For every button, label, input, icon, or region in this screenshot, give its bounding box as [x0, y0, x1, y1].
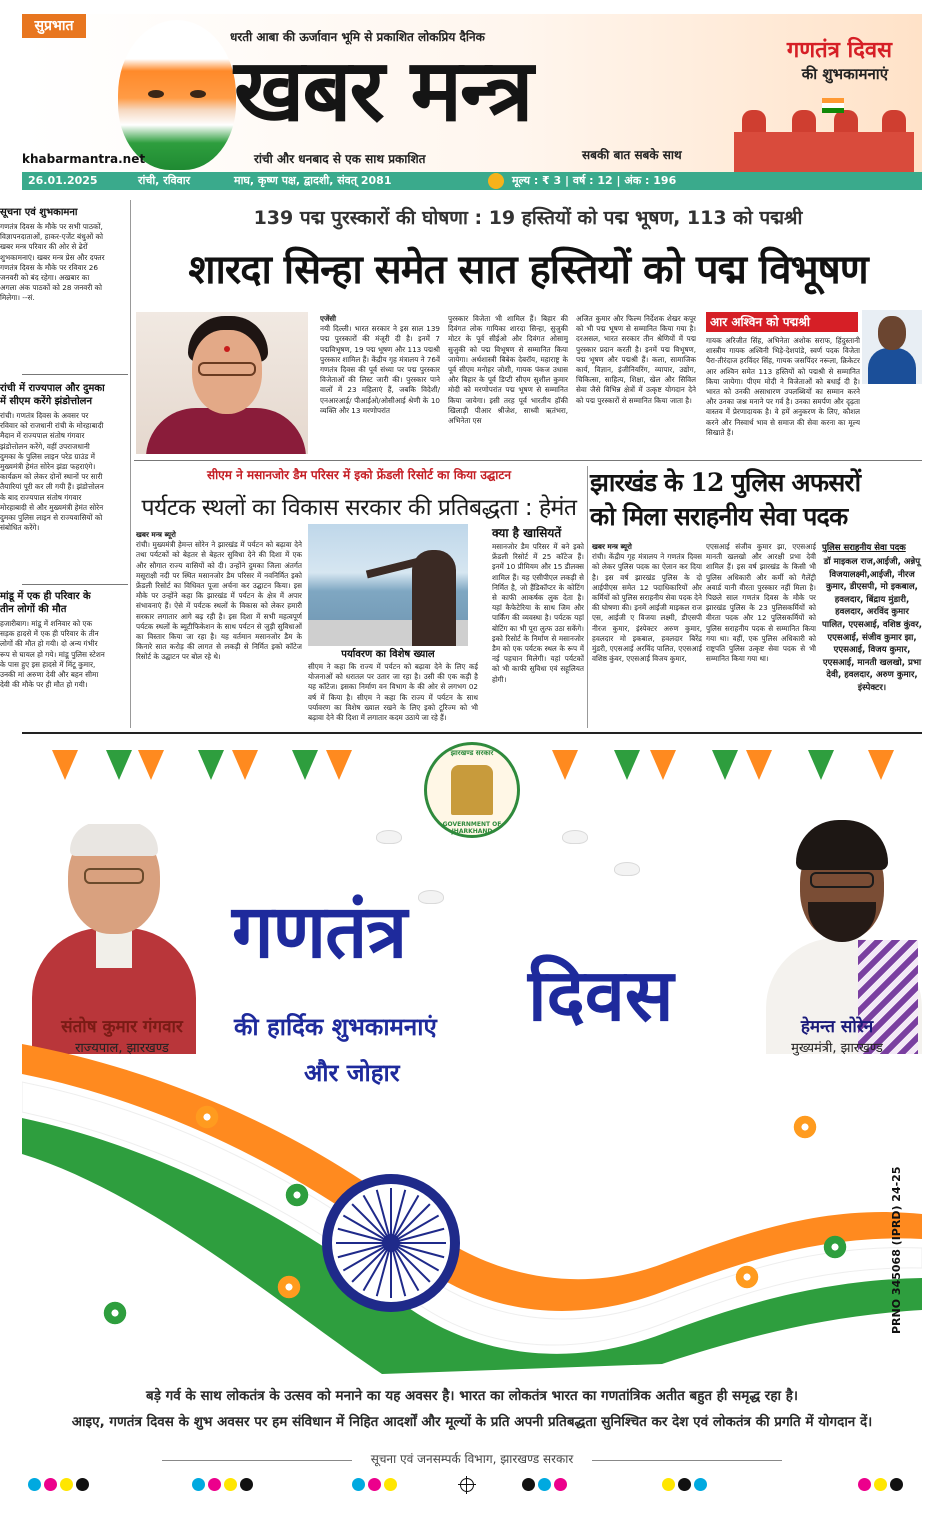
massanjore-dam-photo: [308, 524, 468, 646]
republic-day-title: गणतंत्र दिवस: [786, 38, 892, 63]
issuing-department: सूचना एवं जनसम्पर्क विभाग, झारखण्ड सरकार: [370, 1452, 574, 1466]
portrait-glasses: [84, 868, 144, 884]
bunting-flag: [614, 750, 640, 780]
police-medal-headline: [590, 466, 922, 534]
black-dot: [76, 1478, 89, 1491]
photo-saree: [146, 408, 306, 454]
masthead: [22, 14, 922, 172]
edition-tag: सुप्रभात: [22, 14, 86, 38]
police-headline-line1: झारखंड के 12 पुलिस अफसरों: [590, 468, 861, 497]
jharkhand-government-emblem: [424, 742, 520, 838]
lead-col1-text: नयी दिल्ली। भारत सरकार ने इस साल 139 पद्म पुरस्कारों की मंजूरी दी है। इनमें 7 पद्मविभूषण, 19 पद्म भूषण और 113 पद्मश्री पुरस्कार शामिल हैं। केंद्रीय गृह मंत्रालय ने 76वें गणतंत्र दिवस की पूर्व संध्या पर पद्म पुरस्कार विजेताओं की लिस्ट जारी की। पुरस्कार पाने वालों में 23 महिलाएं हैं, जबकि विदेशी/ एनआरआई/ पीआईओ/ओसीआई श्रेणी के 10 व्यक्ति और 13 मरणोपरांत: [320, 324, 440, 415]
bunting-flag: [808, 750, 834, 780]
magenta-dot: [44, 1478, 57, 1491]
ashwin-subhead: आर अश्विन को पद्मश्री: [706, 312, 858, 332]
masthead-child-photo: [118, 20, 236, 170]
place-day: रांची, रविवार: [138, 174, 191, 187]
ad-title-diwas: दिवस: [528, 952, 674, 1037]
bunting-flag: [292, 750, 318, 780]
tricolor-flag-icon: [822, 98, 844, 113]
governor-name: संतोष कुमार गंगवार: [61, 1017, 183, 1037]
bunting-flag: [746, 750, 772, 780]
flag-hoisting-story: [0, 382, 106, 582]
flag-hoisting-headline: रांची में राज्यपाल और दुमका में सीएम करेंगे झंडोत्तोलन: [0, 383, 105, 407]
flower-icon: [284, 1182, 310, 1208]
bunting-flag: [106, 750, 132, 780]
tourism-byline: खबर मन्त्र ब्यूरो: [136, 530, 176, 539]
khabar-mantra-logo-icon: [488, 173, 504, 189]
hindu-calendar-date: माघ, कृष्ण पक्ष, द्वादशी, संवत् 2081: [234, 174, 392, 187]
ad-message-line-2: आइए, गणतंत्र दिवस के शुभ अवसर पर हम संविधान में निहित आदर्शों और मूल्यों के प्रति अपनी प्रतिबद्धता सुनिश्चित कर देश एवं लोकतंत्र की प्रगति में योगदान दें।: [71, 1414, 873, 1430]
lead-agency: एजेंसी: [320, 314, 337, 323]
emblem-top-text: झारखण्ड सरकार: [450, 749, 494, 757]
cyan-dot: [352, 1478, 365, 1491]
lead-column-2: पुरस्कार विजेता भी शामिल हैं। बिहार की दिवंगत लोक गायिका शारदा सिन्हा, सुजुकी मोटर के पूर्व सीईओ और दिवंगत ओसामु सुजुकी को पद्म विभूषण से सम्मानित किया जायेगा। अर्थशास्त्री बिबेक देबरॉय, महाराष्ट्र के पूर्व सीएम मनोहर जोशी, गायक पंकज उधास और बिहार के पूर्व डिप्टी सीएम सुशील कुमार मोदी को मरणोपरांत पद्म भूषण से सम्मानित किया जायेगा। इसी तरह पूर्व भारतीय हॉकी खिलाड़ी पीआर श्रीजेश, साध्वी ऋतंभरा, अभिनेता एस: [448, 314, 568, 426]
tourism-headline: पर्यटक स्थलों का विकास सरकार की प्रतिबद्धता : हेमंत: [141, 495, 577, 521]
notice-heading: सूचना एवं शुभकामना: [0, 207, 78, 218]
dove-icon: [562, 830, 588, 844]
photo-jersey: [868, 348, 916, 384]
ashwin-photo: [862, 310, 922, 384]
portrait-hair: [70, 824, 158, 856]
bunting-flag: [198, 750, 224, 780]
divider: [22, 374, 128, 375]
ashwin-body: गायक अरिजीत सिंह, अभिनेता अशोक सराफ, हिंदुस्तानी शास्त्रीय गायक अश्विनी भिड़े-देशपांडे, स्वर्ण पदक विजेता पैरा-तीरंदाज हरविंदर सिंह, गायक जसपिंदर नरूला, क्रिकेटर आर अश्विन समेत 113 हस्तियों को पद्मश्री से सम्मानित किया जायेगा। पीएम मोदी ने विजेताओं को बधाई दी है। भारत को उनकी असाधारण उपलब्धियों का सम्मान करने और उनका जश्न मनाने पर गर्व है। उनका समर्पण और दृढ़ता वास्तव में प्रेरणादायक है। वे हमें अनुकरण के लिए, कौशल करने और निस्वार्थ भाव से समाज की सेवा करना का मूल्य सिखाते हैं।: [706, 336, 860, 437]
police-byline: खबर मन्त्र ब्यूरो: [592, 542, 632, 551]
bunting-flag: [712, 750, 738, 780]
black-dot: [522, 1478, 535, 1491]
bunting-flag: [326, 750, 352, 780]
yellow-dot: [60, 1478, 73, 1491]
mandu-accident-story: [0, 590, 106, 726]
portrait-collar: [96, 928, 132, 968]
dove-icon: [418, 890, 444, 904]
fort-wall: [734, 132, 914, 172]
mandu-accident-headline: मांडू में एक ही परिवार के तीन लोगों की मौत: [0, 591, 91, 615]
sharda-sinha-photo: [136, 312, 308, 454]
chief-minister-name: हेमन्त सोरेन: [800, 1017, 874, 1037]
tricolor-ribbon: [22, 1034, 922, 1374]
ashoka-chakra-icon: [322, 1174, 460, 1312]
features-body: मसानजोर डैम परिसर में बने इको फ्रेंडली रिसोर्ट में 25 कॉटेज हैं। इनमें 10 प्रीमियम और 15 डीलक्स शामिल हैं। यह एसीपीएल लकड़ी से निर्मित है, जो हैंडिकॉप्टर के कोटिंग से काफी आकर्षक लुक देता है। यहां कैफेटेरिया के साथ जिम और पार्किंग की व्यवस्था है। पर्यटक यहां बोटिंग का भी पूरा लुत्फ उठा सकेंगे। इको रिसोर्ट के निर्माण से मसानजोर डैम को एक पर्यटक स्थल के रूप में नई पहचान मिलेगी। यहां पर्यटकों को भी काफी सुविधा एवं सहूलियत होगी।: [492, 542, 584, 684]
column-rule: [587, 466, 588, 728]
magenta-dot: [208, 1478, 221, 1491]
dove-icon: [614, 862, 640, 876]
black-dot: [678, 1478, 691, 1491]
newspaper-title: खबर मन्त्र: [234, 40, 532, 141]
eye-left: [148, 90, 164, 98]
divider: [22, 584, 128, 585]
tourism-red-headline: सीएम ने मसानजोर डैम परिसर में इको फ्रेंडली रिसोर्ट का किया उद्घाटन: [206, 468, 512, 482]
bunting-flag: [232, 750, 258, 780]
photo-head: [878, 316, 906, 350]
tourism-body: [136, 530, 302, 726]
black-dot: [890, 1478, 903, 1491]
emblem-bottom-text: GOVERNMENT OF JHARKHAND: [442, 821, 502, 835]
police-col1-text: रांची। केंद्रीय गृह मंत्रालय ने गणतंत्र दिवस को लेकर पुलिस पदक का ऐलान कर दिया है। इस वर्ष झारखंड पुलिस के दो आईपीएस समेत 12 पदाधिकारियों और कर्मियों को पुलिस सराहनीय सेवा पदक देने की घोषणा की। इनमें आईजी माइकल राज एस, आईजी ए विजया लक्ष्मी, डीएसपी नीरज कुमार, इंस्पेक्टर अरुण कुमार, हवलदार मो इकबाल, हवलदार बिरेंद्र मुंडरी, एएसआई अरविंद पालित, एएसआई वशिष्ठ कुंवर, एएसआई विजय कुमार,: [592, 552, 702, 664]
price-issue-info: मूल्य : ₹ 3 | वर्ष : 12 | अंक : 196: [512, 174, 677, 187]
cyan-dot: [28, 1478, 41, 1491]
ashoka-lion-icon: [451, 765, 493, 815]
bunting-flag: [52, 750, 78, 780]
lead-headline: शारदा सिन्हा समेत सात हस्तियों को पद्म विभूषण: [188, 246, 868, 293]
cyan-dot: [538, 1478, 551, 1491]
column-rule: [130, 200, 131, 728]
police-column-1: [592, 542, 702, 728]
flower-icon: [734, 1264, 760, 1290]
photo-glasses: [198, 362, 256, 376]
divider: [592, 1460, 782, 1461]
dove-icon: [376, 830, 402, 844]
chakra-hub: [382, 1234, 400, 1252]
medal-list-names: डॉ माइकल राज,आईजी, अन्नेपू विजयालक्ष्मी,आईजी, नीरज कुमार, डीएसपी, मो इकबाल, हवलदार, बिंद्राय मुंडारी, हवलदार, अरविंद कुमार पालित, एएसआई, वशिष्ठ कुंवर, एएसआई, संजीव कुमार झा, एएसआई, विजय कुमार, एएसआई, मानती खलखो, प्रभा देवी, हवलदार, अरुण कुमार, इंस्पेक्टर।: [822, 557, 922, 693]
caption-body: सीएम ने कहा कि राज्य में पर्यटन को बढ़ावा देने के लिए कई योजनाओं को धरातल पर उतार जा रहा है। उसी की एक कड़ी है यह कॉटेज। इसका निर्माण वन विभाग के की ओर से लगभग 02 वर्ष में किया है। सीएम ने कहा कि राज्य में पर्यटन के साथ पर्यावरण का विशेष ख्याल रखने के लिए इको टूरिज्म को भी बढ़ावा देने की दिशा में लगातार कदम उठाये जा रहे हैं।: [308, 662, 478, 723]
lead-kicker: 139 पद्म पुरस्कारों की घोषणा : 19 हस्तियों को पद्म भूषण, 113 को पद्मश्री: [253, 207, 803, 229]
portrait-beard: [808, 902, 876, 942]
eye-right: [190, 90, 206, 98]
cyan-dot: [694, 1478, 707, 1491]
website-link[interactable]: khabarmantra.net: [22, 152, 146, 166]
flower-icon: [102, 1300, 128, 1326]
motto: सबकी बात सबके साथ: [582, 148, 682, 162]
bunting-flag: [868, 750, 894, 780]
governor-designation: राज्यपाल, झारखण्ड: [75, 1041, 169, 1056]
registration-mark-icon: [460, 1478, 474, 1492]
police-headline-line2: को मिला सराहनीय सेवा पदक: [590, 502, 848, 531]
yellow-dot: [874, 1478, 887, 1491]
date-band: [22, 172, 922, 190]
republic-day-advertisement: [22, 732, 922, 1474]
magenta-dot: [368, 1478, 381, 1491]
red-fort-illustration: [734, 102, 914, 172]
notice-box: [0, 206, 106, 356]
chief-minister-designation: मुख्यमंत्री, झारखण्ड: [791, 1041, 883, 1056]
pr-number: PRNO 345068 (IPRD) 24-25: [890, 1166, 903, 1334]
portrait-glasses: [810, 872, 874, 888]
publishing-cities: रांची और धनबाद से एक साथ प्रकाशित: [254, 152, 426, 166]
ad-wishes: की हार्दिक शुभकामनाएं: [234, 1013, 437, 1041]
police-column-2: एएसआई संजीव कुमार झा, एएसआई मानती खलखो और आरक्षी प्रभा देवी शामिल हैं। इस वर्ष झारखंड के किसी भी पुलिस अधिकारी और कर्मी को गैलेंट्री अवार्ड यानी वीरता पुरस्कार नहीं मिला है। पिछले साल गणतंत्र दिवस के मौके पर झारखंड पुलिस के 23 पुलिसकर्मियों को वीरता पदक और 12 पुलिसकर्मियों को पुलिस सराहनीय पदक से सम्मानित किया गया था। वहीं, एक पुलिस अधिकारी को राष्ट्रपति पुलिस उत्कृष्ट सेवा पदक से भी सम्मानित किया गया था।: [706, 542, 816, 664]
flower-icon: [276, 1274, 302, 1300]
flower-icon: [194, 1104, 220, 1130]
republic-day-wishes: की शुभकामनाएं: [801, 65, 888, 83]
flag-hoisting-body: रांची। गणतंत्र दिवस के अवसर पर रविवार को राजधानी रांची के मोरहाबादी मैदान में राज्यपाल संतोष गंगवार झंडोत्तोलन करेंगे, वहीं उपराजधानी दुमका के पुलिस लाइन परेड ग्राउंड में मुख्यमंत्री हेमंत सोरेन झंडा फहराएंगे। कार्यक्रम को लेकर दोनों स्थानों पर सारी तैयारियां पूरी कर ली गयी हैं। झंडोत्तोलन के बाद राज्यपाल संतोष गंगवार मोरहाबादी से और मुख्यमंत्री हेमंत सोरेन दुमका पुलिस लाइन से राज्यवासियों को संबोधित करेंगे।: [0, 411, 104, 533]
features-heading: क्या है खासियतें: [492, 526, 562, 540]
ad-message-line-1: बड़े गर्व के साथ लोकतंत्र के उत्सव को मनाने का यह अवसर है। भारत का लोकतंत्र भारत का गणतांत्रिक अतीत बहुत ही समृद्ध रहा है।: [146, 1388, 798, 1404]
magenta-dot: [858, 1478, 871, 1491]
portrait-hair: [796, 820, 888, 870]
issue-date: 26.01.2025: [28, 174, 98, 187]
bunting-flag: [552, 750, 578, 780]
flower-icon: [822, 1234, 848, 1260]
bunting-flag: [650, 750, 676, 780]
lead-column-1: [320, 314, 440, 458]
photo-caption: पर्यावरण का विशेष ख्याल: [341, 649, 435, 660]
mandu-accident-body: हजारीबाग। मांडू में शनिवार को एक सड़क हादसे में एक ही परिवार के तीन लोगों की मौत हो गयी। दो अन्य गंभीर रूप से घायल हो गये। मांडू पुलिस स्टेशन के पास हुए इस हादसे में मिंटू कुमार, उनकी मां अरुणा देवी और बहन सीमा देवी की मौके पर ही मौत हो गयी।: [0, 619, 105, 690]
magenta-dot: [554, 1478, 567, 1491]
yellow-dot: [224, 1478, 237, 1491]
black-dot: [240, 1478, 253, 1491]
photo-bindi: [224, 346, 230, 352]
photo-cm: [412, 550, 456, 646]
masthead-tagline: धरती आबा की ऊर्जावान भूमि से प्रकाशित लोकप्रिय दैनिक: [230, 30, 485, 44]
bunting-flag: [138, 750, 164, 780]
yellow-dot: [662, 1478, 675, 1491]
ad-johar: और जोहार: [304, 1059, 400, 1087]
divider: [134, 460, 922, 461]
notice-body: गणतंत्र दिवस के मौके पर सभी पाठकों, विज्ञापनदाताओं, हाकर-एजेंट बंधुओं को खबर मन्त्र परिवार की ओर से ढेरों शुभकामनाएं। खबर मन्त्र प्रेस और दफ्तर गणतंत्र दिवस के मौके पर रविवार 26 जनवरी को बंद रहेगा। अखबार का अगला अंक पाठकों को 28 जनवरी को मिलेगा। --सं.: [0, 222, 105, 303]
ad-title-ganatantra: गणतंत्र: [232, 889, 407, 975]
yellow-dot: [384, 1478, 397, 1491]
tourism-body-text: रांची। मुख्यमंत्री हेमन्त सोरेन ने झारखंड में पर्यटन को बढ़ावा देने तथा पर्यटकों को बेहतर से बेहतर सुविधा देने की दिशा में एक और सौगात राज्य वासियों को दी। उन्होंने दुमका जिला अंतर्गत मसूराक्षी नदी पर स्थित मसानजोर डैम परिसर में नवनिर्मित इको फ्रेंडली रिसोर्ट का विधिवत पूजा अर्चना कर उद्घाटन किया। इस मौके पर उन्होंने कहा कि झारखंड में पर्यटन के क्षेत्र में अपार संभावनाएं हैं। ऐसे में पर्यटक स्थलों के विकास को लेकर हमारी सरकार लगातार आगे बढ़ रही है। इस दिशा में सभी महत्वपूर्ण पर्यटक स्थलों के ब्यूटीफिकेशन के साथ पर्यटन से जुड़ी सुविधाओं का विस्तार किया जा रहा है। यह वर्तमान मसानजोर डैम के किनारे सात करोड़ की लागत से लकड़ी से निर्मित इको कॉटेज रिसोर्ट के उद्घाटन पर बोल रहे थे।: [136, 540, 302, 662]
cyan-dot: [192, 1478, 205, 1491]
medal-list-title: पुलिस सराहनीय सेवा पदक: [822, 543, 906, 553]
lead-column-3: अजित कुमार और फिल्म निर्देशक शेखर कपूर को भी पद्म भूषण से सम्मानित किया गया है। दरअसल, भारत सरकार तीन श्रेणियों में पद्म पुरस्कार प्रदान करती है। इनमें पद्म विभूषण, पद्म भूषण और पद्मश्री हैं। कला, सामाजिक कार्य, विज्ञान, इंजीनियरिंग, व्यापार, उद्योग, चिकित्सा, साहित्य, शिक्षा, खेल और सिविल सेवा जैसे विभिन्न क्षेत्रों में उत्कृष्ट योगदान देने को पद्म पुरस्कारों से सम्मानित किया जाता है।: [576, 314, 696, 405]
print-registration-bar: [22, 1478, 922, 1492]
flower-icon: [792, 1114, 818, 1140]
